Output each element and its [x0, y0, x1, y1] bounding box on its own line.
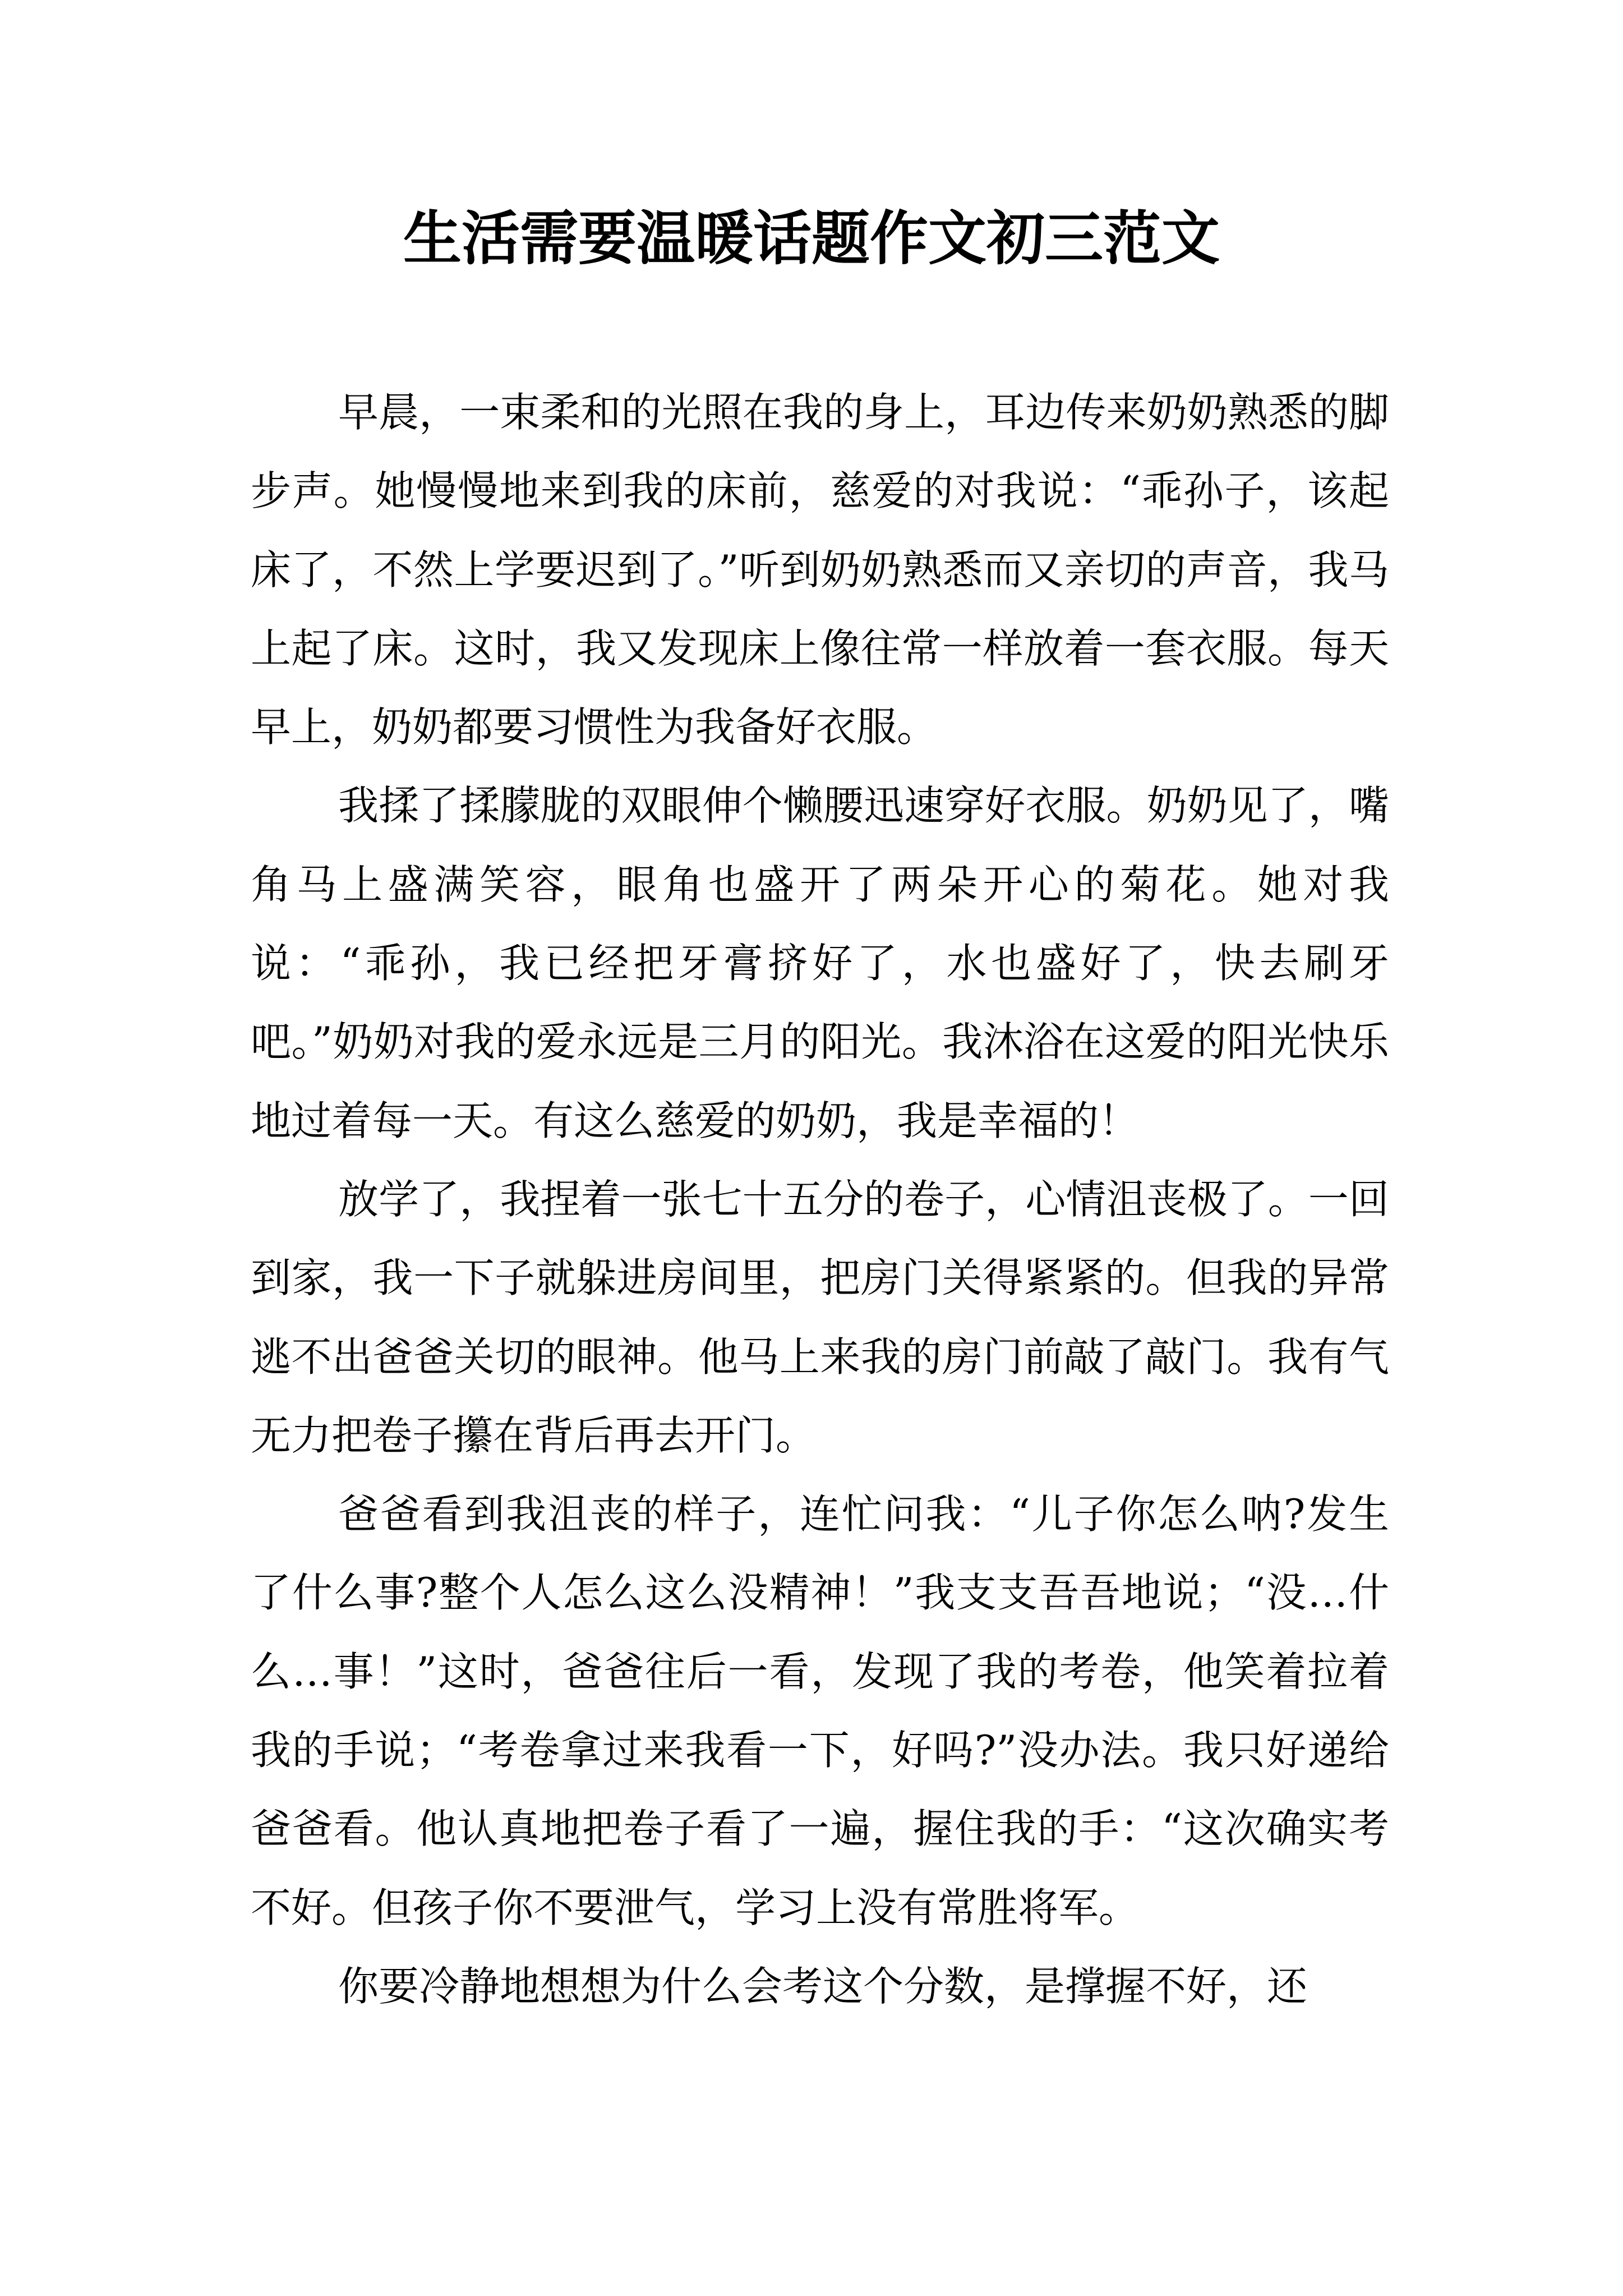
- paragraph-reflection: 你要冷静地想想为什么会考这个分数，是撑握不好，还: [338, 1962, 1308, 2010]
- paragraph-father-talk: 爸爸看到我沮丧的样子，连忙问我：“儿子你怎么呐?发生了什么事?整个人怎么这么没精神！”我支支吾吾地说；“没…什么…事！”这时，爸爸往后一看，发现了我的考卷，他笑着拉着我的手说；“考卷拿过来我看一下，好吗?”没办法。我只好递给爸爸看。他认真地把卷子看了一遍，握住我的手：“这次确实考不好。但孩子你不要泄气，学习上没有常胜将军。: [251, 1490, 1389, 1931]
- paragraph-after-school: 放学了，我捏着一张七十五分的卷子，心情沮丧极了。一回到家，我一下子就躲进房间里，把房门关得紧紧的。但我的异常逃不出爸爸关切的眼神。他马上来我的房门前敲了敲门。我有气无力把卷子攥在背后再去开门。: [251, 1175, 1389, 1459]
- paragraph-morning: 早晨，一束柔和的光照在我的身上，耳边传来奶奶熟悉的脚步声。她慢慢地来到我的床前，慈爱的对我说：“乖孙子，该起床了，不然上学要迟到了。”听到奶奶熟悉而又亲切的声音，我马上起了床。这时，我又发现床上像往常一样放着一套衣服。每天早上，奶奶都要习惯性为我备好衣服。: [251, 389, 1389, 751]
- document-body: [251, 373, 1389, 2026]
- document-title: 生活需要温暖话题作文初三范文: [403, 204, 1220, 273]
- paragraph-grandma-care: 我揉了揉朦胧的双眼伸个懒腰迅速穿好衣服。奶奶见了，嘴角马上盛满笑容，眼角也盛开了两朵开心的菊花。她对我说：“乖孙，我已经把牙膏挤好了，水也盛好了，快去刷牙吧。”奶奶对我的爱永远是三月的阳光。我沐浴在这爱的阳光快乐地过着每一天。有这么慈爱的奶奶，我是幸福的！: [251, 782, 1389, 1144]
